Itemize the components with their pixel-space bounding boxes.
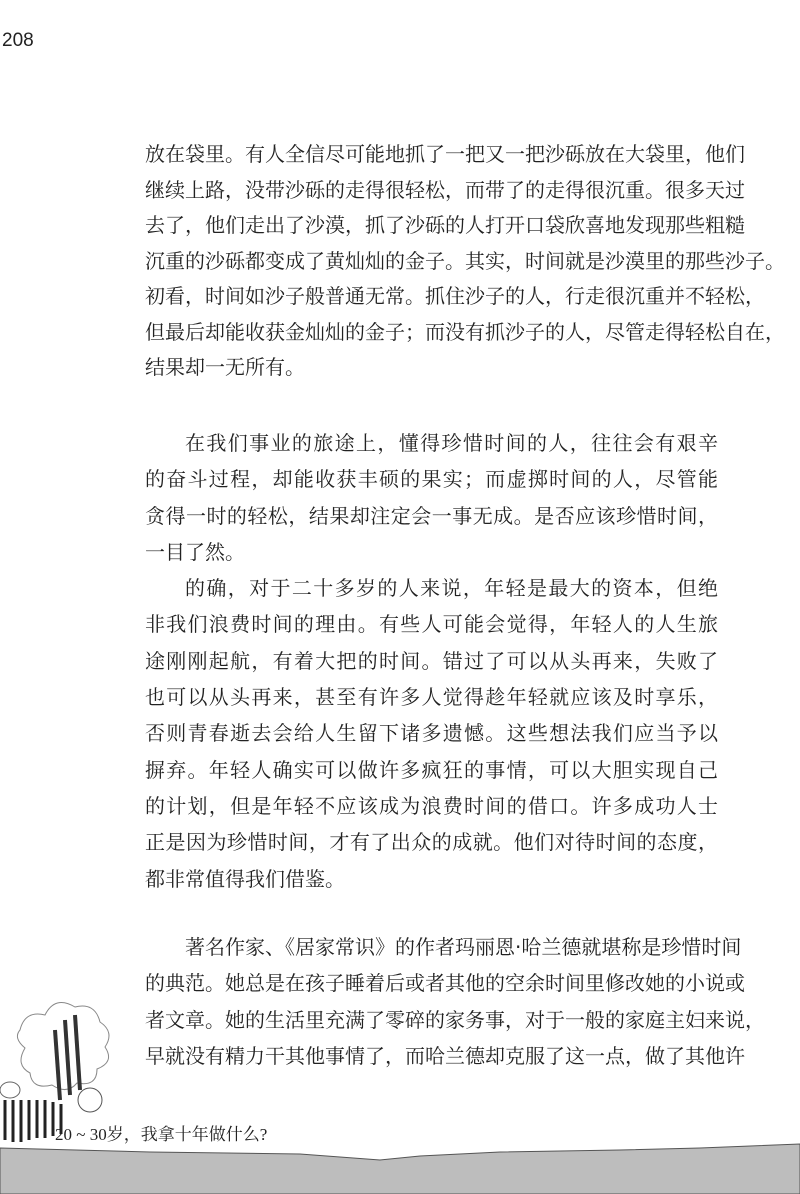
text-line: 非我们浪费时间的理由。有些人可能会觉得，年轻人的人生旅: [145, 612, 718, 637]
text-line: 贪得一时的轻松，结果却注定会一事无成。是否应该珍惜时间，: [145, 503, 718, 528]
text-line: 著名作家、《居家常识》的作者玛丽恩·哈兰德就堪称是珍惜时间: [185, 935, 742, 959]
text-line: 初看，时间如沙子般普通无常。抓住沙子的人，行走很沉重并不轻松，: [145, 284, 765, 308]
text-line: 都非常值得我们借鉴。: [145, 866, 345, 891]
text-line: 的奋斗过程，却能收获丰硕的果实；而虚掷时间的人，尽管能: [145, 467, 718, 492]
text-line: 结果却一无所有。: [145, 355, 305, 379]
text-line: 正是因为珍惜时间，才有了出众的成就。他们对待时间的态度，: [145, 830, 718, 855]
text-line: 沉重的沙砾都变成了黄灿灿的金子。其实，时间就是沙漠里的那些沙子。: [145, 248, 785, 273]
paragraph-4: [145, 929, 765, 1074]
book-title-footer: 20 ~ 30岁，我拿十年做什么?: [55, 1125, 268, 1144]
text-line: 否则青春逝去会给人生留下诸多遗憾。这些想法我们应当予以: [145, 721, 718, 746]
paragraph-1: [145, 137, 785, 386]
text-line: 的典范。她总是在孩子睡着后或者其他的空余时间里修改她的小说或: [145, 971, 745, 996]
page-number: 208: [2, 30, 34, 51]
bottom-gray-band: [0, 1140, 800, 1194]
text-line: 摒弃。年轻人确实可以做许多疯狂的事情，可以大胆实现自己: [145, 757, 718, 782]
text-line: 继续上路，没带沙砾的走得很轻松，而带了的走得很沉重。很多天过: [145, 177, 745, 202]
text-line: 去了，他们走出了沙漠，抓了沙砾的人打开口袋欣喜地发现那些粗糙: [145, 213, 745, 237]
text-line: 早就没有精力干其他事情了，而哈兰德却克服了这一点，做了其他许: [145, 1043, 745, 1068]
text-line: 也可以从头再来，甚至有许多人觉得趁年轻就应该及时享乐，: [145, 685, 718, 710]
text-line: 的确，对于二十多岁的人来说，年轻是最大的资本，但绝: [185, 576, 718, 601]
text-line: 途刚刚起航，有着大把的时间。错过了可以从头再来，失败了: [145, 648, 718, 673]
text-line: 一目了然。: [145, 539, 245, 564]
text-line: 者文章。她的生活里充满了零碎的家务事，对于一般的家庭主妇来说，: [145, 1007, 765, 1032]
paragraph-2-3: [145, 425, 718, 897]
text-line: 放在袋里。有人全信尽可能地抓了一把又一把沙砾放在大袋里，他们: [145, 142, 745, 166]
text-line: 在我们事业的旅途上，懂得珍惜时间的人，往往会有艰辛: [185, 431, 718, 455]
text-line: 但最后却能收获金灿灿的金子；而没有抓沙子的人，尽管走得轻松自在，: [145, 319, 785, 344]
text-line: 的计划，但是年轻不应该成为浪费时间的借口。许多成功人士: [145, 793, 718, 818]
